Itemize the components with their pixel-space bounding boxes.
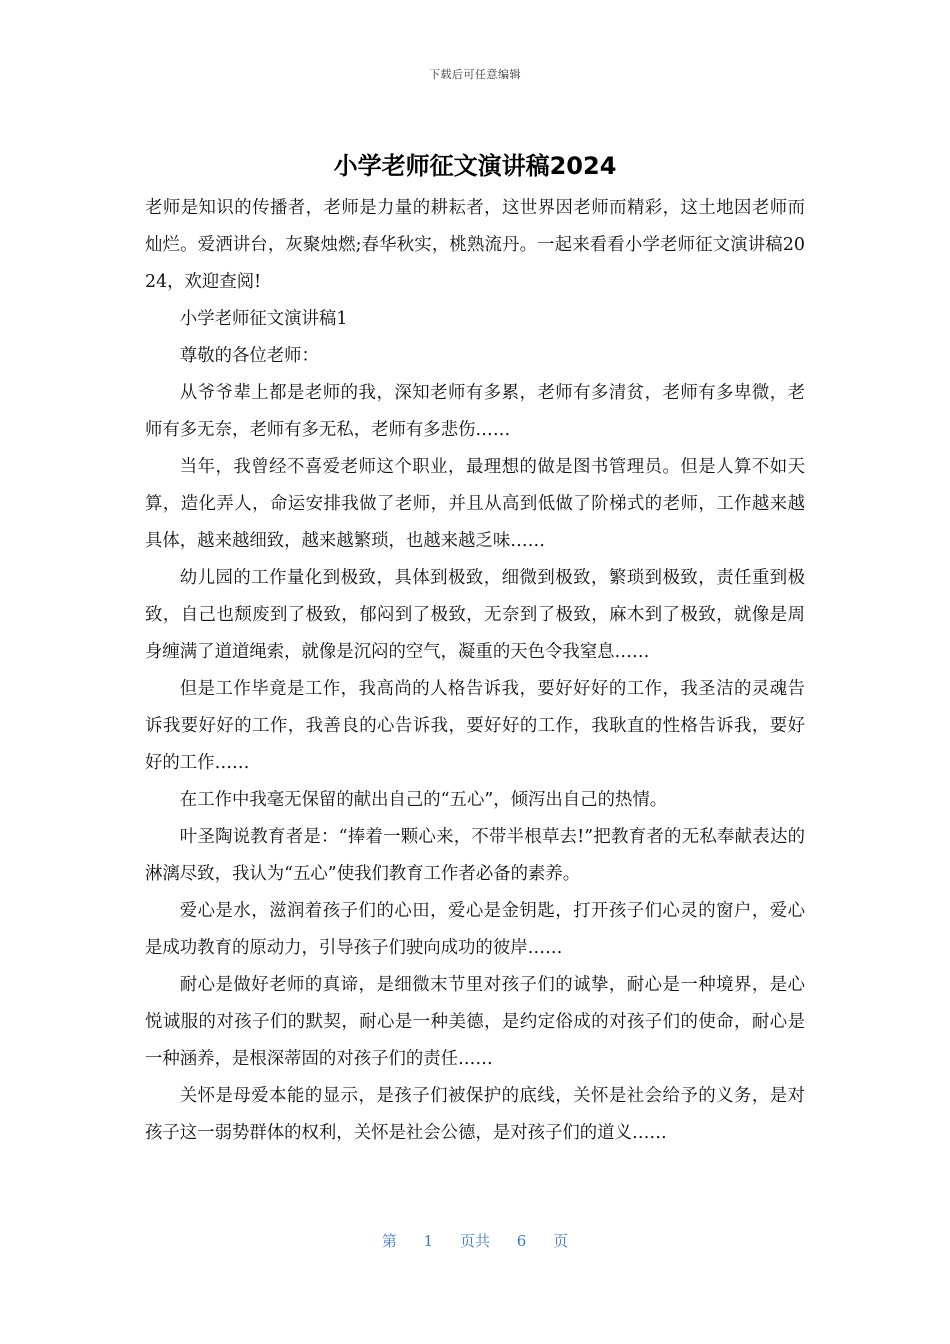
document-title: 小学老师征文演讲稿2024 [333,152,617,180]
body-paragraph: 关怀是母爱本能的显示，是孩子们被保护的底线，关怀是社会给予的义务，是对孩子这一弱势群体的权利，关怀是社会公德，是对孩子们的道义…… [145,1086,805,1143]
footer-page-number: 1 [423,1232,434,1250]
footer-middle: 页共 [459,1232,490,1250]
header-note: 下载后可任意编辑 [429,68,521,81]
footer-total-pages: 6 [516,1232,527,1250]
body-paragraph: 从爷爷辈上都是老师的我，深知老师有多累，老师有多清贫，老师有多卑微，老师有多无奈，老师有多无私，老师有多悲伤…… [145,383,805,440]
intro-paragraph: 老师是知识的传播者，老师是力量的耕耘者，这世界因老师而精彩，这土地因老师而灿烂。爱洒讲台，灰聚烛燃;春华秋实，桃熟流丹。一起来看看小学老师征文演讲稿2024，欢迎查阅! [145,198,805,292]
section-heading: 小学老师征文演讲稿1 [179,309,348,329]
footer-prefix: 第 [381,1232,397,1250]
salutation: 尊敬的各位老师： [179,346,319,366]
body-paragraph: 但是工作毕竟是工作，我高尚的人格告诉我，要好好好的工作，我圣洁的灵魂告诉我要好好的工作，我善良的心告诉我，要好好的工作，我耿直的性格告诉我，要好好的工作…… [145,679,805,773]
body-paragraph: 当年，我曾经不喜爱老师这个职业，最理想的做是图书管理员。但是人算不如天算，造化弄人，命运安排我做了老师，并且从高到低做了阶梯式的老师，工作越来越具体，越来越细致，越来越繁琐，也越来越乏味…… [145,457,805,551]
page-footer [0,1230,950,1251]
body-paragraph: 在工作中我毫无保留的献出自己的“五心”，倾泻出自己的热情。 [179,790,668,810]
body-paragraph: 耐心是做好老师的真谛，是细微末节里对孩子们的诚挚，耐心是一种境界，是心悦诚服的对孩子们的默契，耐心是一种美德，是约定俗成的对孩子们的使命，耐心是一种涵养，是根深蒂固的对孩子们的责任…… [145,975,805,1069]
body-paragraph: 叶圣陶说教育者是：“捧着一颗心来，不带半根草去!”把教育者的无私奉献表达的淋漓尽致，我认为“五心”使我们教育工作者必备的素养。 [145,827,805,884]
document-body [145,190,805,1152]
footer-suffix: 页 [553,1232,569,1250]
body-paragraph: 幼儿园的工作量化到极致，具体到极致，细微到极致，繁琐到极致，责任重到极致，自己也颓废到了极致，郁闷到了极致，无奈到了极致，麻木到了极致，就像是周身缠满了道道绳索，就像是沉闷的空气，凝重的天色令我窒息…… [145,568,805,662]
body-paragraph: 爱心是水，滋润着孩子们的心田，爱心是金钥匙，打开孩子们心灵的窗户，爱心是成功教育的原动力，引导孩子们驶向成功的彼岸…… [145,901,805,958]
